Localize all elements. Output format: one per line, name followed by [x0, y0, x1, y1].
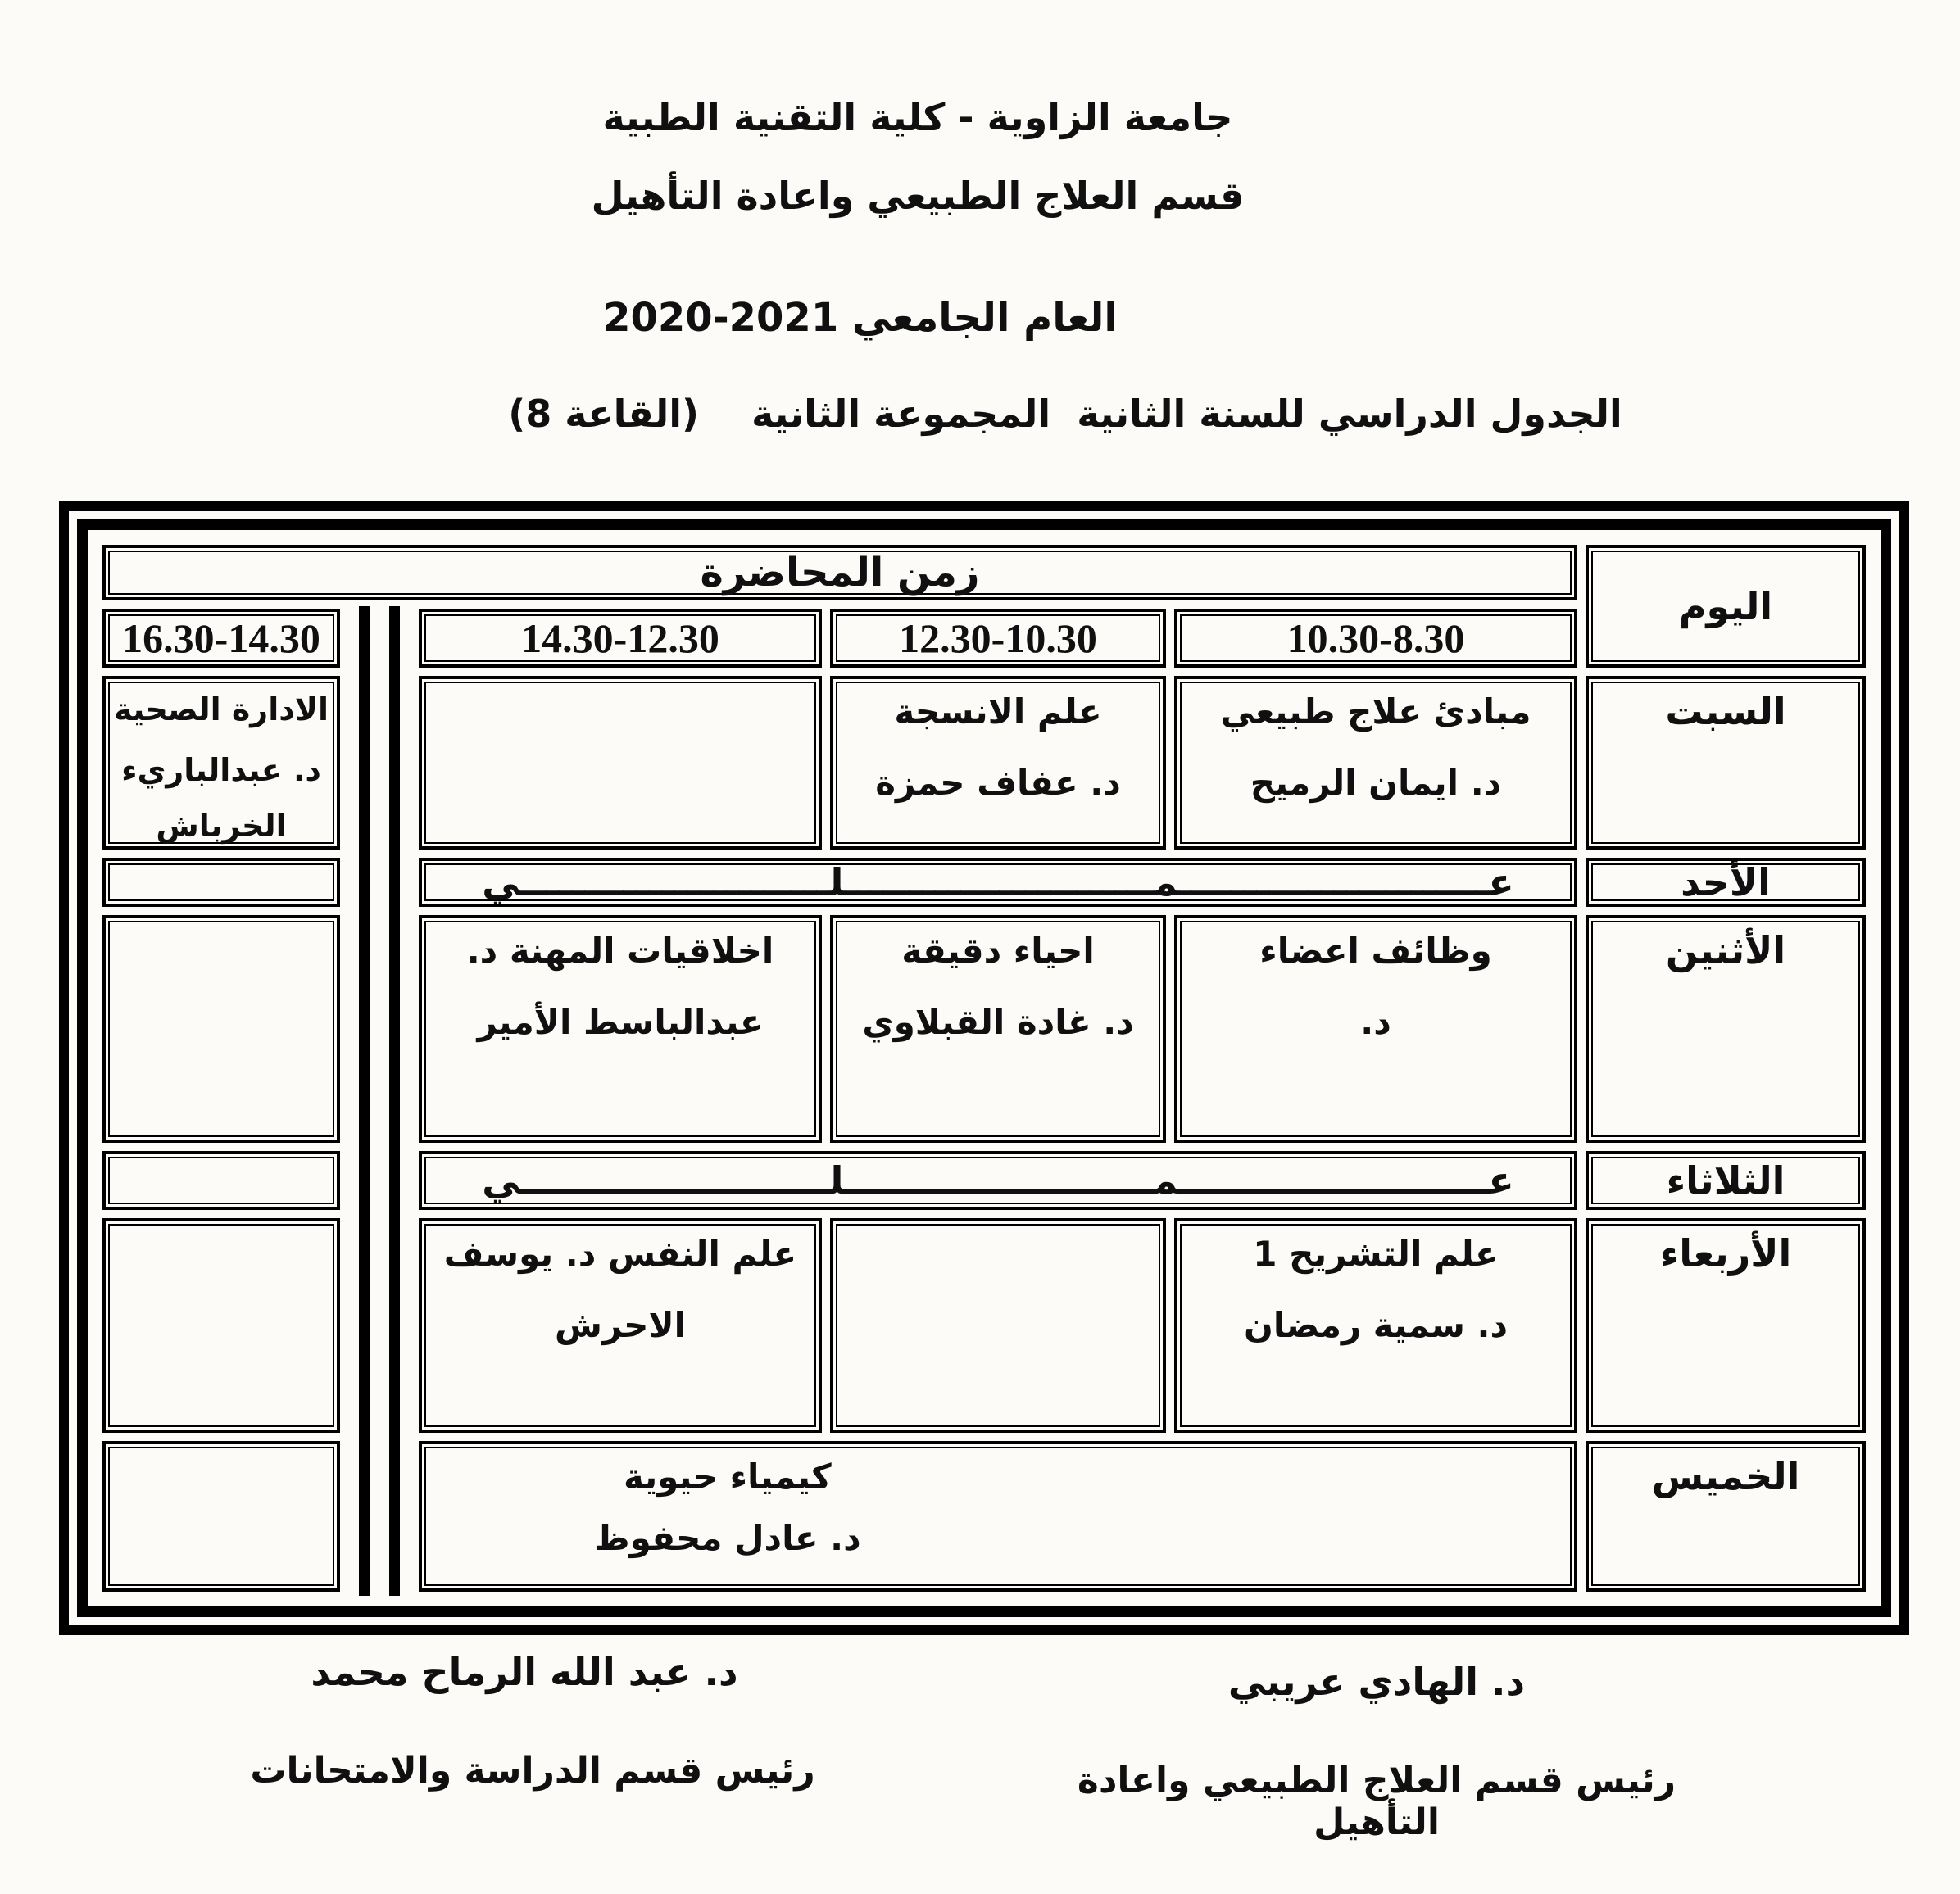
academic-year: العام الجامعي 2021-2020	[603, 295, 1118, 341]
cell-wednesday-slot2-empty	[830, 1218, 1166, 1433]
subject-text: مبادئ علاج طبيعي	[1220, 691, 1531, 732]
cell-wednesday-slot1	[1174, 1218, 1577, 1433]
subject-text: اخلاقيات المهنة د.	[466, 931, 774, 971]
timetable-frame	[59, 501, 1909, 1635]
cell-monday-slot4-empty	[102, 915, 340, 1143]
subject-text: الادارة الصحية	[113, 691, 329, 727]
day-cell-monday: الأثنين	[1586, 915, 1866, 1143]
signature-left-title: رئيس قسم الدراسة والامتحانات	[250, 1750, 815, 1792]
lecturer-text-2: الخرباش	[156, 808, 287, 844]
day-cell-thursday: الخميس	[1586, 1441, 1866, 1592]
lecture-time-header: زمن المحاضرة	[102, 545, 1577, 600]
cell-tuesday-practical-merged: عــــــــــــــــــــــــمــــــــــــــــــــــــلــــــــــــــــــــــــي	[419, 1151, 1577, 1210]
timetable-frame-inner	[77, 519, 1891, 1617]
university-name: جامعة الزاوية - كلية التقنية الطبية	[602, 95, 1233, 139]
cell-monday-slot2	[830, 915, 1166, 1143]
lecturer-text: الاحرش	[554, 1304, 687, 1345]
cell-sunday-slot4-empty	[102, 858, 340, 907]
lecturer-text: د.	[1360, 1001, 1391, 1042]
time-slot-header-1	[1174, 609, 1577, 668]
cell-wednesday-slot3	[419, 1218, 822, 1433]
lecturer-text: د. عبدالباريء	[121, 751, 321, 788]
cell-saturday-slot3-empty	[419, 676, 822, 850]
cell-monday-slot1	[1174, 915, 1577, 1143]
day-cell-wednesday: الأربعاء	[1586, 1218, 1866, 1433]
lecturer-text: د. عفاف حمزة	[875, 762, 1121, 803]
signature-left-name: د. عبد الله الرماح محمد	[311, 1650, 738, 1694]
timetable-grid	[98, 541, 1870, 1596]
subject-text: وظائف اعضاء	[1259, 931, 1492, 971]
day-cell-sunday: الأحد	[1586, 858, 1866, 907]
cell-saturday-slot1	[1174, 676, 1577, 850]
divider-bar-right	[389, 606, 400, 1596]
lecturer-text: د. غادة القبلاوي	[862, 1001, 1134, 1042]
column-divider	[344, 606, 415, 1596]
day-column-header: اليوم	[1586, 545, 1866, 668]
time-slot-2-label: 12.30-10.30	[899, 615, 1097, 661]
cell-thursday-slot4-empty	[102, 1441, 340, 1592]
cell-saturday-slot2	[830, 676, 1166, 850]
subject-text: علم النفس د. يوسف	[443, 1234, 797, 1274]
schedule-title: الجدول الدراسي للسنة الثانية المجموعة الثانية (القاعة 8)	[508, 392, 1622, 436]
time-slot-3-label: 14.30-12.30	[521, 615, 719, 661]
lecturer-text: د. عادل محفوظ	[594, 1517, 861, 1558]
time-slot-header-4	[102, 609, 340, 668]
lecturer-text: د. ايمان الرميح	[1250, 762, 1502, 803]
day-cell-saturday: السبت	[1586, 676, 1866, 850]
cell-monday-slot3	[419, 915, 822, 1143]
cell-sunday-practical-merged: عــــــــــــــــــــــــمــــــــــــــــــــــــلــــــــــــــــــــــــي	[419, 858, 1577, 907]
subject-text: علم التشريح 1	[1253, 1234, 1499, 1274]
time-slot-1-label: 10.30-8.30	[1286, 615, 1465, 661]
cell-saturday-slot4	[102, 676, 340, 850]
divider-bar-left	[359, 606, 370, 1596]
signature-right-title: رئيس قسم العلاج الطبيعي واعادة التأهيل	[1077, 1760, 1676, 1843]
lecturer-text: عبدالباسط الأمير	[477, 1001, 764, 1042]
cell-wednesday-slot4-empty	[102, 1218, 340, 1433]
subject-text: كيمياء حيوية	[623, 1457, 832, 1497]
subject-text: احياء دقيقة	[901, 931, 1095, 971]
day-cell-tuesday: الثلاثاء	[1586, 1151, 1866, 1210]
subject-text: علم الانسجة	[894, 691, 1102, 732]
cell-thursday-merged	[419, 1441, 1577, 1592]
signature-right-name: د. الهادي عريبي	[1227, 1660, 1526, 1704]
time-slot-header-3	[419, 609, 822, 668]
cell-tuesday-slot4-empty	[102, 1151, 340, 1210]
department-name: قسم العلاج الطبيعي واعادة التأهيل	[591, 174, 1245, 218]
thursday-course-block	[594, 1456, 861, 1560]
time-slot-4-label: 16.30-14.30	[122, 615, 320, 661]
lecturer-text: د. سمية رمضان	[1244, 1304, 1509, 1345]
time-slot-header-2	[830, 609, 1166, 668]
